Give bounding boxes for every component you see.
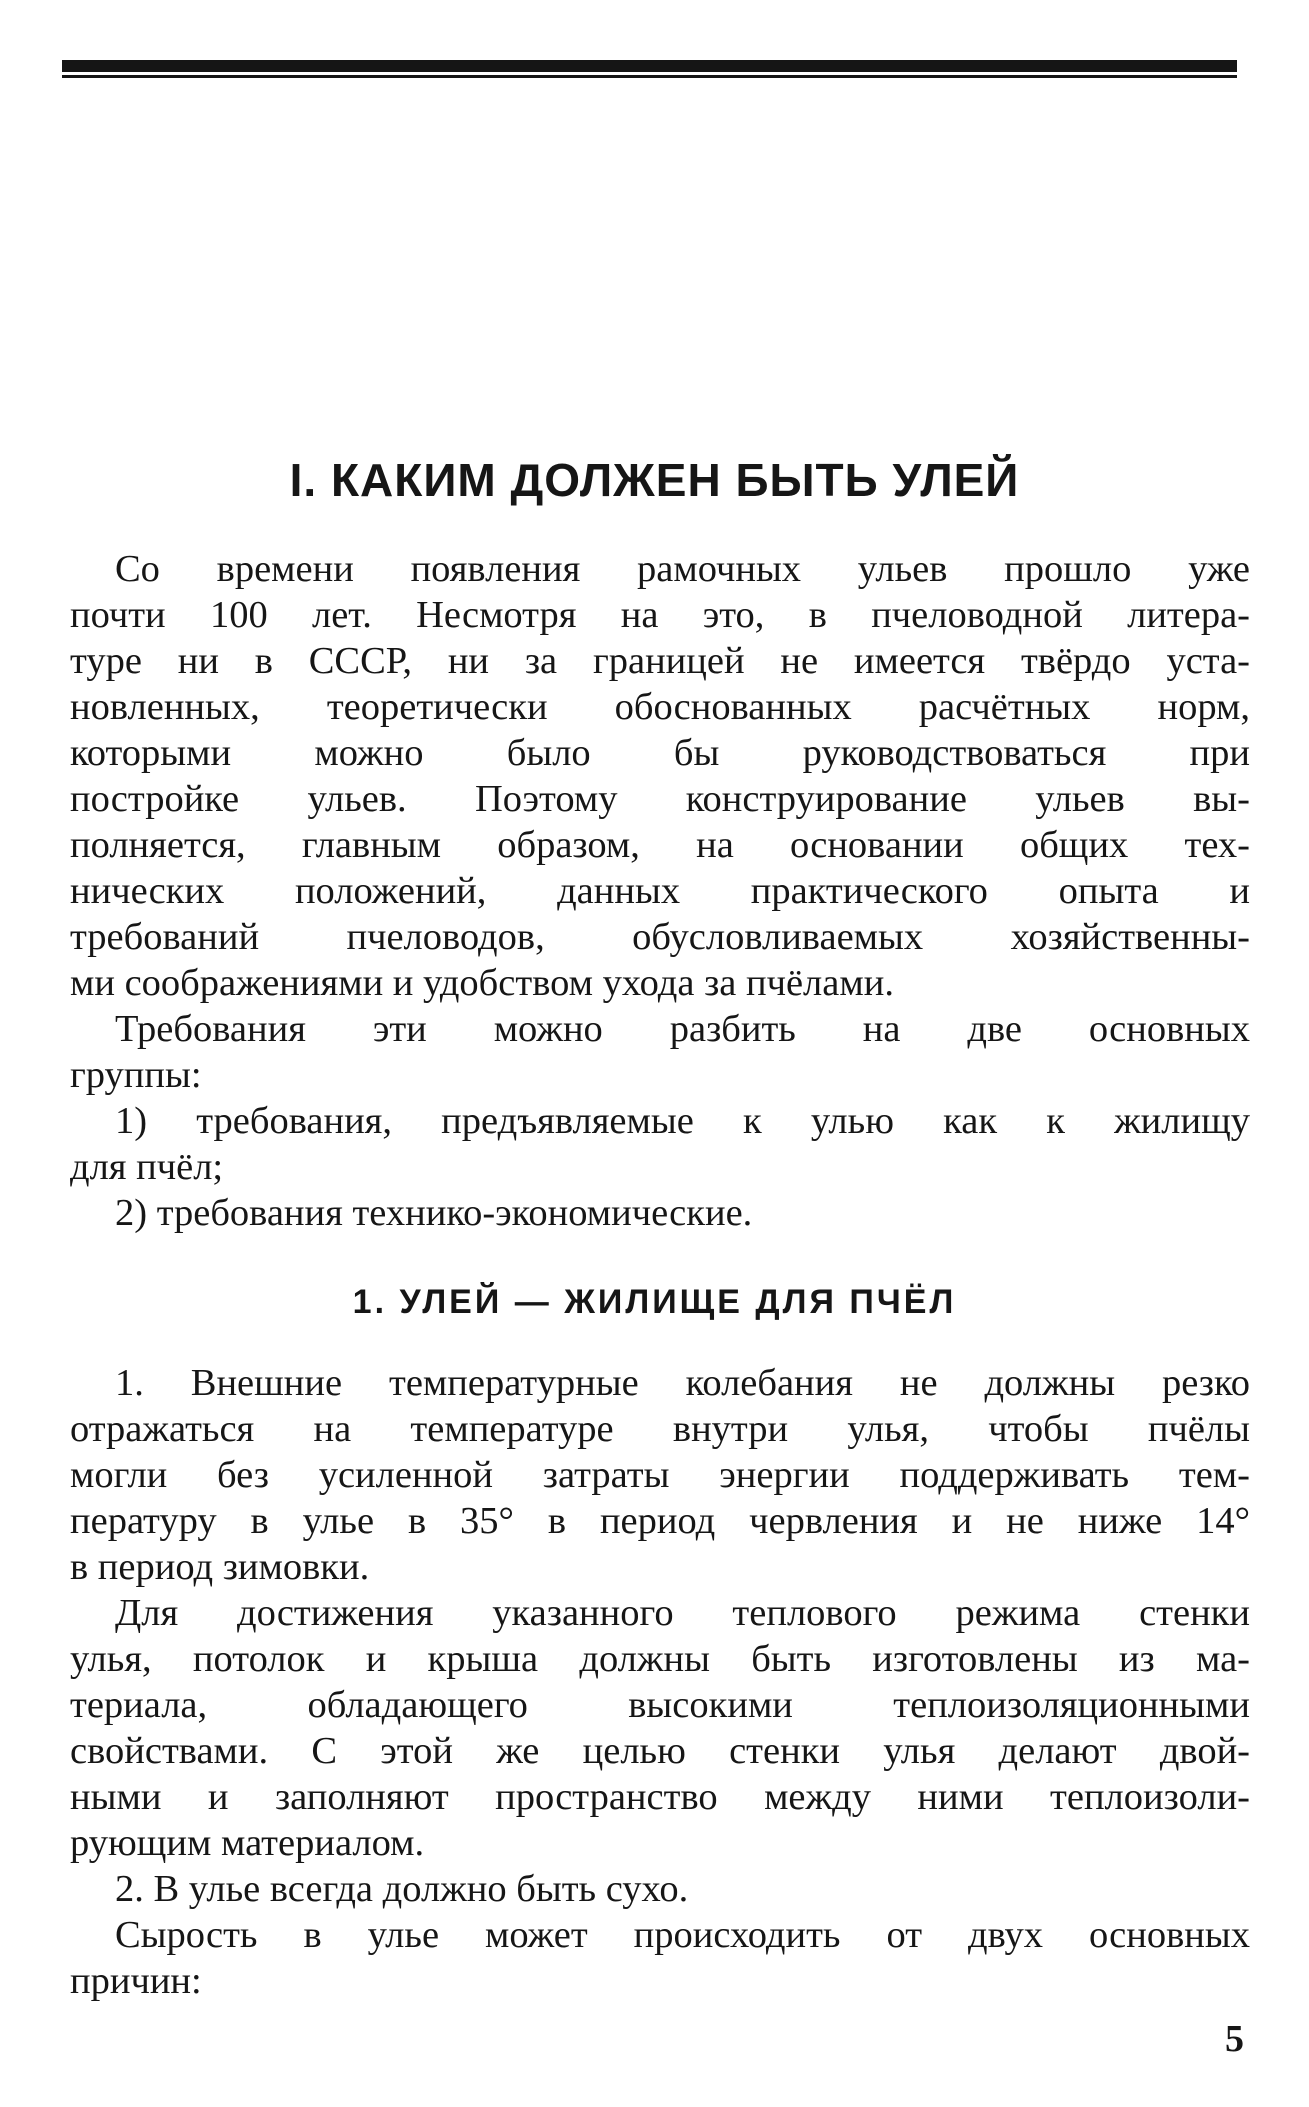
text-line: причин: <box>70 1960 202 2002</box>
text-line: Со времени появления рамочных ульев прошло уже <box>115 548 1250 590</box>
page-number: 5 <box>1225 2018 1244 2060</box>
text-line: ными и заполняют пространство между ними теплоизоли- <box>70 1776 1250 1818</box>
text-line: постройке ульев. Поэтому конструирование ульев вы- <box>70 778 1250 820</box>
text-line: 1. Внешние температурные колебания не должны резко <box>115 1362 1250 1404</box>
text-line: туре ни в СССР, ни за границей не имеется твёрдо уста- <box>70 640 1250 682</box>
text-line: полняется, главным образом, на основании общих тех- <box>70 824 1250 866</box>
text-line: отражаться на температуре внутри улья, чтобы пчёлы <box>70 1408 1250 1450</box>
text-line: 2) требования технико-экономические. <box>115 1192 753 1234</box>
text-line: нических положений, данных практического опыта и <box>70 870 1250 912</box>
text-line: свойствами. С этой же целью стенки улья делают двой- <box>70 1730 1250 1772</box>
text-line: требований пчеловодов, обусловливаемых хозяйственны- <box>70 916 1250 958</box>
text-line: которыми можно было бы руководствоваться при <box>70 732 1250 774</box>
section-title: 1. УЛЕЙ — ЖИЛИЩЕ ДЛЯ ПЧЁЛ <box>352 1283 957 1321</box>
intro-text <box>70 546 1250 1236</box>
text-line: 1) требования, предъявляемые к улью как к жилищу <box>115 1100 1250 1142</box>
text-line: новленных, теоретически обоснованных расчётных норм, <box>70 686 1250 728</box>
section-text <box>70 1360 1250 2004</box>
text-line: ми соображениями и удобством ухода за пчёлами. <box>70 962 894 1004</box>
top-rule-thin <box>62 75 1237 78</box>
text-line: Сырость в улье может происходить от двух основных <box>115 1914 1250 1956</box>
text-line: могли без усиленной затраты энергии поддерживать тем- <box>70 1454 1250 1496</box>
text-line: для пчёл; <box>70 1146 224 1188</box>
text-line: териала, обладающего высокими теплоизоляционными <box>70 1684 1250 1726</box>
text-line: почти 100 лет. Несмотря на это, в пчеловодной литера- <box>70 594 1250 636</box>
text-line: рующим материалом. <box>70 1822 425 1864</box>
text-line: улья, потолок и крыша должны быть изготовлены из ма- <box>70 1638 1250 1680</box>
text-line: в период зимовки. <box>70 1546 370 1588</box>
text-line: 2. В улье всегда должно быть сухо. <box>115 1868 689 1910</box>
chapter-title: I. КАКИМ ДОЛЖЕН БЫТЬ УЛЕЙ <box>289 454 1020 506</box>
text-line: Требования эти можно разбить на две основных <box>115 1008 1250 1050</box>
text-line: Для достижения указанного теплового режима стенки <box>115 1592 1250 1634</box>
text-line: группы: <box>70 1054 202 1096</box>
top-rule <box>62 60 1237 72</box>
text-line: пературу в улье в 35° в период червления и не ниже 14° <box>70 1500 1250 1542</box>
